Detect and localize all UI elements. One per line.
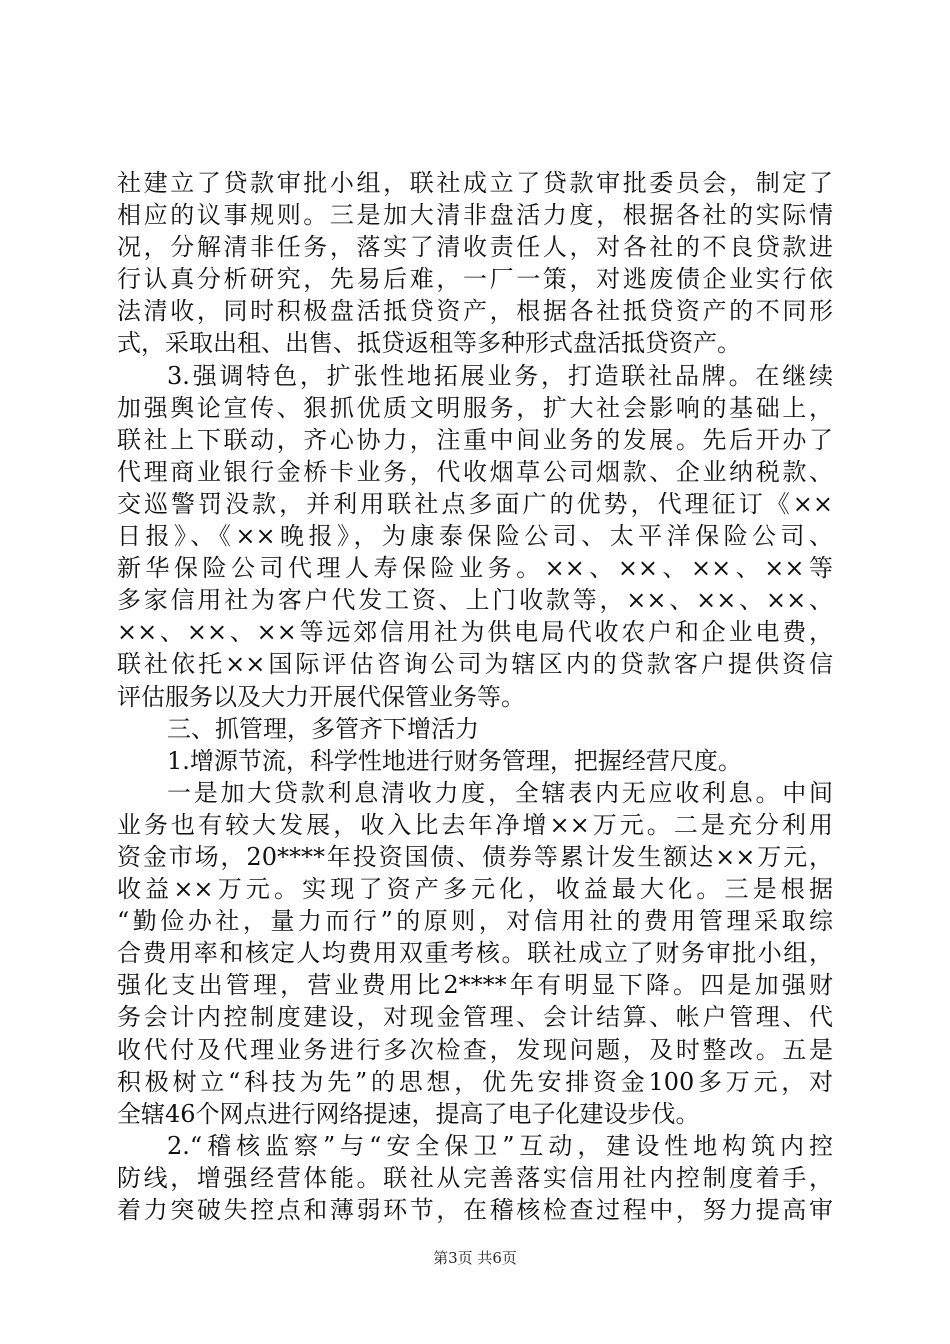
text-line: 新华保险公司代理人寿保险业务。××、××、××、××等	[117, 554, 833, 583]
text-line: 联社依托××国际评估咨询公司为辖区内的贷款客户提供资信	[117, 650, 833, 679]
text-line: 1.增源节流，科学性地进行财务管理，把握经营尺度。	[167, 746, 742, 775]
text-line: 社建立了贷款审批小组，联社成立了贷款审批委员会，制定了	[117, 169, 833, 197]
text-line: 行认真分析研究，先易后难，一厂一策，对逃废债企业实行依	[117, 265, 833, 294]
text-line: 交巡警罚没款，并利用联社点多面广的优势，代理征订《××	[117, 489, 833, 518]
text-line: 评估服务以及大力开展代保管业务等。	[117, 682, 525, 711]
text-line: 法清收，同时积极盘活抵贷资产，根据各社抵贷资产的不同形	[117, 297, 833, 326]
text-line: 积极树立“科技为先”的思想，优先安排资金100多万元，对	[117, 1067, 833, 1096]
page-footer: 第3页 共6页	[433, 1249, 517, 1267]
text-line: 联社上下联动，齐心协力，注重中间业务的发展。先后开办了	[117, 425, 833, 454]
text-line: 相应的议事规则。三是加大清非盘活力度，根据各社的实际情	[117, 201, 833, 230]
text-line: 式，采取出租、出售、抵贷返租等多种形式盘活抵贷资产。	[117, 329, 741, 358]
text-line: 防线，增强经营体能。联社从完善落实信用社内控制度着手，	[117, 1163, 833, 1192]
text-line: 日报》、《××晚报》，为康泰保险公司、太平洋保险公司、	[117, 522, 833, 551]
text-line: 三、抓管理，多管齐下增活力	[167, 714, 479, 743]
text-line: 业务也有较大发展，收入比去年净增××万元。二是充分利用	[117, 810, 833, 839]
text-line: 加强舆论宣传、狠抓优质文明服务，扩大社会影响的基础上，	[117, 393, 833, 422]
text-line: 着力突破失控点和薄弱环节，在稽核检查过程中，努力提高审	[117, 1196, 833, 1224]
text-line: 3.强调特色，扩张性地拓展业务，打造联社品牌。在继续	[167, 361, 833, 390]
text-line: 况，分解清非任务，落实了清收责任人，对各社的不良贷款进	[117, 233, 833, 262]
text-line: 全辖46个网点进行网络提速，提高了电子化建设步伐。	[117, 1099, 700, 1128]
text-line: 代理商业银行金桥卡业务，代收烟草公司烟款、企业纳税款、	[117, 457, 833, 486]
body-text	[117, 167, 833, 1226]
text-line: “勤俭办社，量力而行”的原则，对信用社的费用管理采取综	[117, 907, 833, 936]
text-line: 务会计内控制度建设，对现金管理、会计结算、帐户管理、代	[117, 1003, 833, 1032]
text-line: ××、××、××等远郊信用社为供电局代收农户和企业电费，	[117, 618, 833, 647]
text-line: 资金市场，20****年投资国债、债券等累计发生额达××万元，	[117, 842, 833, 871]
text-line: 2.“稽核监察”与“安全保卫”互动，建设性地构筑内控	[167, 1131, 833, 1160]
text-line: 合费用率和核定人均费用双重考核。联社成立了财务审批小组，	[117, 939, 833, 968]
text-line: 强化支出管理，营业费用比2****年有明显下降。四是加强财	[117, 971, 833, 1000]
text-line: 一是加大贷款利息清收力度，全辖表内无应收利息。中间	[167, 778, 833, 807]
text-line: 多家信用社为客户代发工资、上门收款等，××、××、××、	[117, 586, 833, 615]
text-line: 收益××万元。实现了资产多元化，收益最大化。三是根据	[117, 875, 833, 904]
text-line: 收代付及代理业务进行多次检查，发现问题，及时整改。五是	[117, 1035, 833, 1064]
